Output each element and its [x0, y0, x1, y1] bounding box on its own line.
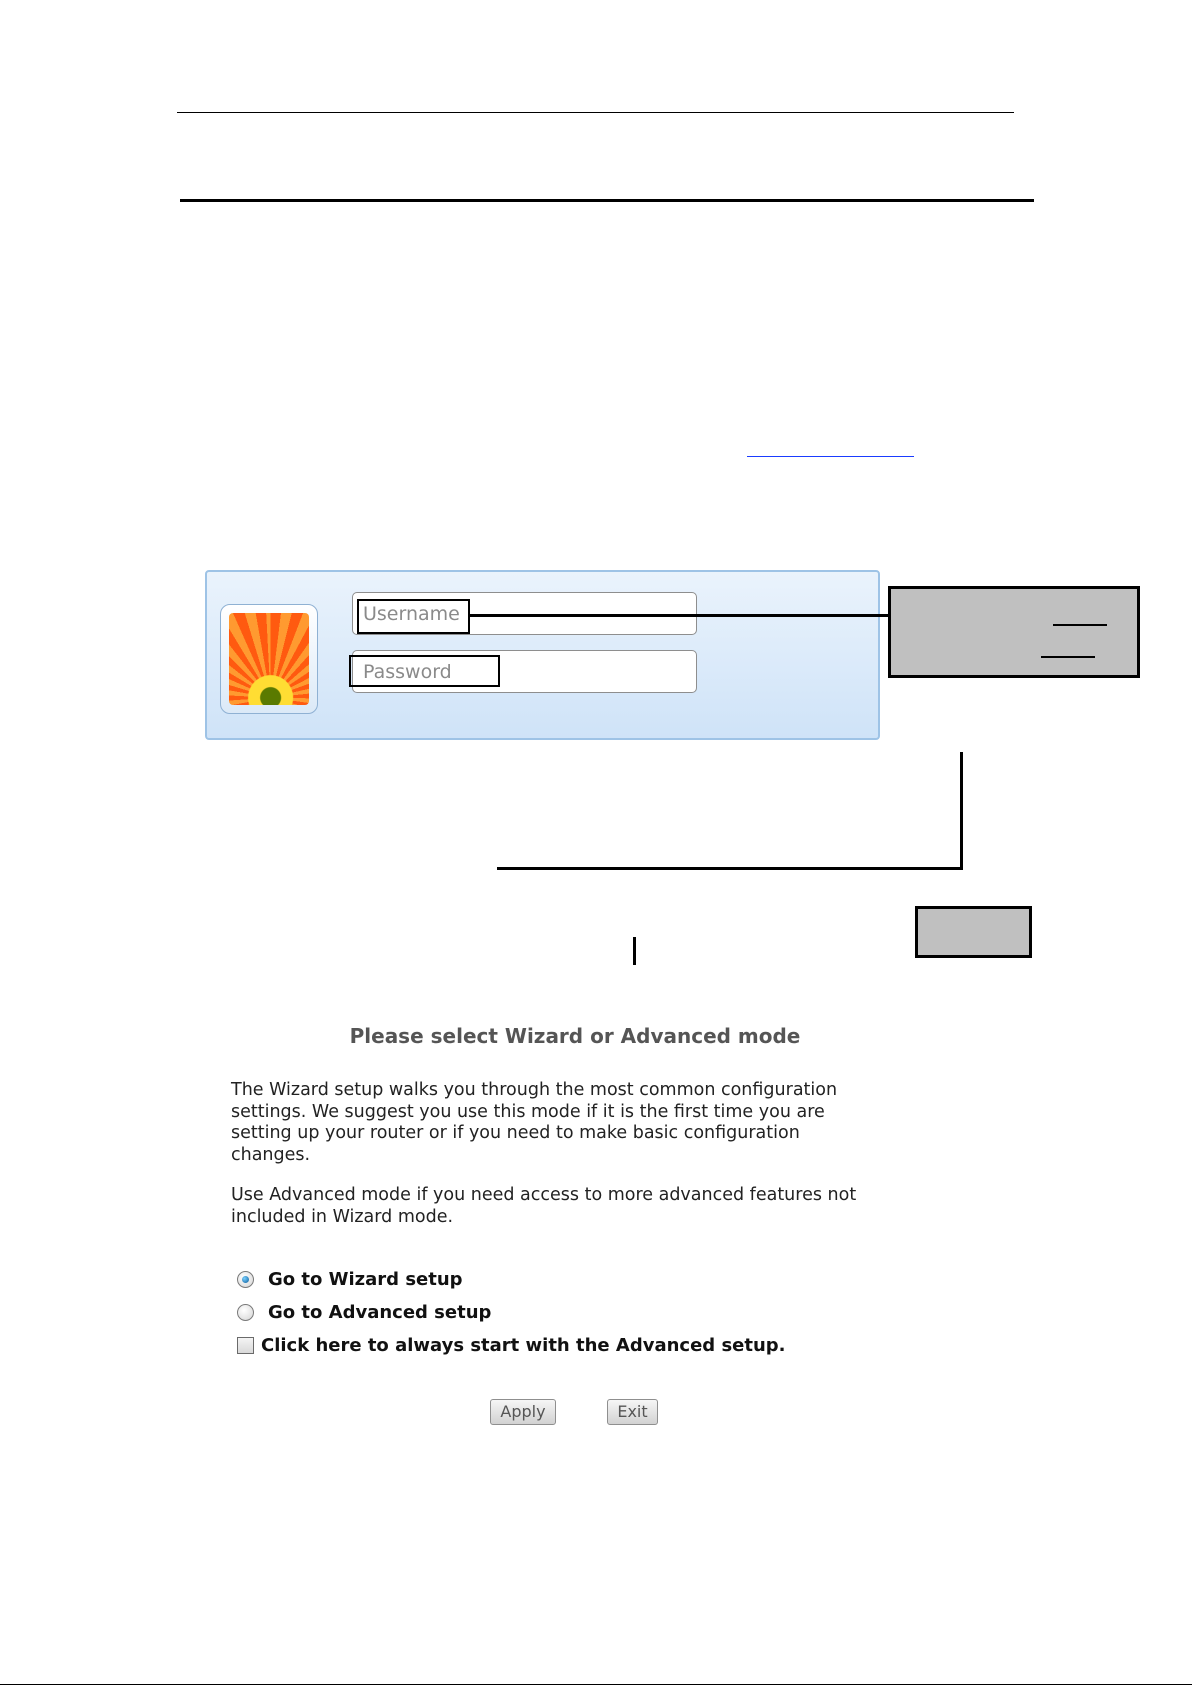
flower-avatar-icon: [229, 613, 309, 705]
header-rule-thin: [177, 112, 1014, 113]
exit-button[interactable]: Exit: [607, 1399, 658, 1425]
advanced-setup-radio[interactable]: [237, 1304, 254, 1321]
wizard-setup-radio[interactable]: [237, 1271, 254, 1288]
elbow-connector-horizontal: [497, 867, 963, 870]
advanced-setup-label: Go to Advanced setup: [268, 1302, 492, 1323]
callout-connector-line: [470, 614, 888, 617]
wizard-setup-option[interactable]: [237, 1269, 463, 1290]
wizard-paragraph-1: The Wizard setup walks you through the most common configuration settings. We suggest you use this mode if it is the first time you are setting up your router or if you need to make basic configuration changes.: [231, 1080, 838, 1165]
advanced-setup-option[interactable]: [237, 1302, 491, 1323]
wizard-paragraph-2: Use Advanced mode if you need access to more advanced features not included in Wizard mode.: [231, 1185, 857, 1227]
user-avatar-frame: [220, 604, 318, 714]
elbow-connector-vertical: [960, 752, 963, 870]
hyperlink-underline[interactable]: [747, 456, 914, 457]
annotation-callout-small: [915, 906, 1032, 958]
annotation-callout: [888, 586, 1140, 678]
wizard-title: Please select Wizard or Advanced mode: [349, 1024, 801, 1048]
username-highlight-box: [357, 599, 470, 634]
apply-button[interactable]: Apply: [490, 1399, 556, 1425]
always-advanced-label: Click here to always start with the Advanced setup.: [261, 1335, 786, 1356]
always-advanced-checkbox[interactable]: [237, 1337, 254, 1354]
password-highlight-box: [349, 655, 500, 687]
header-rule-thick: [180, 199, 1034, 202]
callout-underline-1: [1053, 624, 1107, 626]
login-panel: [205, 570, 880, 740]
always-advanced-option[interactable]: [237, 1335, 786, 1356]
wizard-setup-label: Go to Wizard setup: [268, 1269, 463, 1290]
pointer-tick: [633, 937, 636, 965]
callout-underline-2: [1041, 656, 1095, 658]
